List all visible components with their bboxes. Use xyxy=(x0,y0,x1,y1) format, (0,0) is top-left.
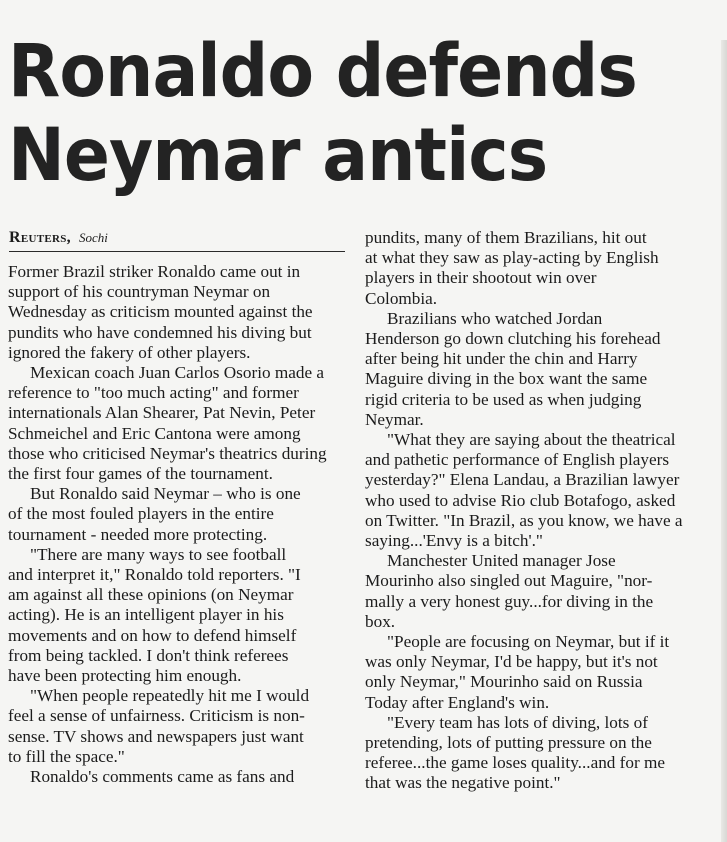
article-line: players in their shootout win over xyxy=(365,268,597,288)
article-line: rigid criteria to be used as when judging xyxy=(365,389,642,409)
byline xyxy=(9,227,345,252)
article-line: mally a very honest guy...for diving in the xyxy=(365,591,654,611)
article-line: tournament - needed more protecting. xyxy=(8,524,268,544)
article-line: those who criticised Neymar's theatrics during xyxy=(8,443,327,463)
article-line: Manchester United manager Jose xyxy=(387,551,616,571)
article-line: Today after England's win. xyxy=(365,692,550,712)
article-line: "There are many ways to see football xyxy=(30,544,287,564)
article-line: box. xyxy=(365,611,396,631)
article-line: saying...'Envy is a bitch'." xyxy=(365,531,543,551)
article-line: Wednesday as criticism mounted against the xyxy=(8,302,313,322)
article-line: movements and on how to defend himself xyxy=(8,625,297,645)
article-line: acting). He is an intelligent player in his xyxy=(8,605,284,625)
article-line: sense. TV shows and newspapers just want xyxy=(8,726,304,746)
article-line: who used to advise Rio club Botafogo, asked xyxy=(365,490,676,510)
article-line: only Neymar," Mourinho said on Russia xyxy=(365,672,643,692)
article-line: reference to "too much acting" and former xyxy=(8,383,299,403)
headline-line: Ronaldo defends xyxy=(8,29,637,114)
article-line: at what they saw as play-acting by English xyxy=(365,248,659,268)
article-line: and interpret it," Ronaldo told reporters. "I xyxy=(8,565,301,585)
article-line: Maguire diving in the box want the same xyxy=(365,369,648,389)
article-line: But Ronaldo said Neymar – who is one xyxy=(30,484,301,504)
article-column-left xyxy=(8,262,350,787)
article-line: to fill the space." xyxy=(8,746,125,766)
article-line: from being tackled. I don't think referees xyxy=(8,645,289,665)
article-line: that was the negative point." xyxy=(365,773,561,793)
article-line: on Twitter. "In Brazil, as you know, we have a xyxy=(365,510,683,530)
article-line: Colombia. xyxy=(365,288,438,308)
article-line: internationals Alan Shearer, Pat Nevin, Peter xyxy=(8,403,316,423)
article-line: Brazilians who watched Jordan xyxy=(387,308,603,328)
article-line: the first four games of the tournament. xyxy=(8,464,273,484)
article-line: of the most fouled players in the entire xyxy=(8,504,274,524)
article-line: have been protecting him enough. xyxy=(8,666,242,686)
article-line: yesterday?" Elena Landau, a Brazilian lawyer xyxy=(365,470,680,490)
article-line: was only Neymar, I'd be happy, but it's not xyxy=(365,652,658,672)
headline xyxy=(8,30,668,198)
article-line: "What they are saying about the theatrical xyxy=(387,430,676,450)
article-line: support of his countryman Neymar on xyxy=(8,282,271,302)
article-line: Schmeichel and Eric Cantona were among xyxy=(8,423,301,443)
article-line: "When people repeatedly hit me I would xyxy=(30,686,310,706)
article-line: "People are focusing on Neymar, but if it xyxy=(387,632,670,652)
article-line: referee...the game loses quality...and for me xyxy=(365,753,666,773)
article-line: am against all these opinions (on Neymar xyxy=(8,585,294,605)
article-line: Ronaldo's comments came as fans and xyxy=(30,767,295,787)
headline-line: Neymar antics xyxy=(8,113,548,198)
article-line: pretending, lots of putting pressure on the xyxy=(365,733,652,753)
article-column-right xyxy=(365,228,710,794)
article-line: Neymar. xyxy=(365,409,424,429)
article-line: ignored the fakery of other players. xyxy=(8,342,251,362)
article-line: Mourinho also singled out Maguire, "nor- xyxy=(365,571,653,591)
article-line: pundits, many of them Brazilians, hit out xyxy=(365,228,647,247)
article-line: after being hit under the chin and Harry xyxy=(365,349,638,369)
byline-place: Sochi xyxy=(78,230,108,245)
article-line: Mexican coach Juan Carlos Osorio made a xyxy=(30,363,325,383)
byline-agency: Reuters, xyxy=(9,229,71,246)
article-line: feel a sense of unfairness. Criticism is non- xyxy=(8,706,305,726)
article-line: and pathetic performance of English players xyxy=(365,450,670,470)
article-line: Henderson go down clutching his forehead xyxy=(365,329,661,349)
article-line: pundits who have condemned his diving but xyxy=(8,322,312,342)
article-line: "Every team has lots of diving, lots of xyxy=(387,712,648,732)
article-line: Former Brazil striker Ronaldo came out in xyxy=(8,262,301,281)
page-edge-shadow xyxy=(721,40,727,842)
